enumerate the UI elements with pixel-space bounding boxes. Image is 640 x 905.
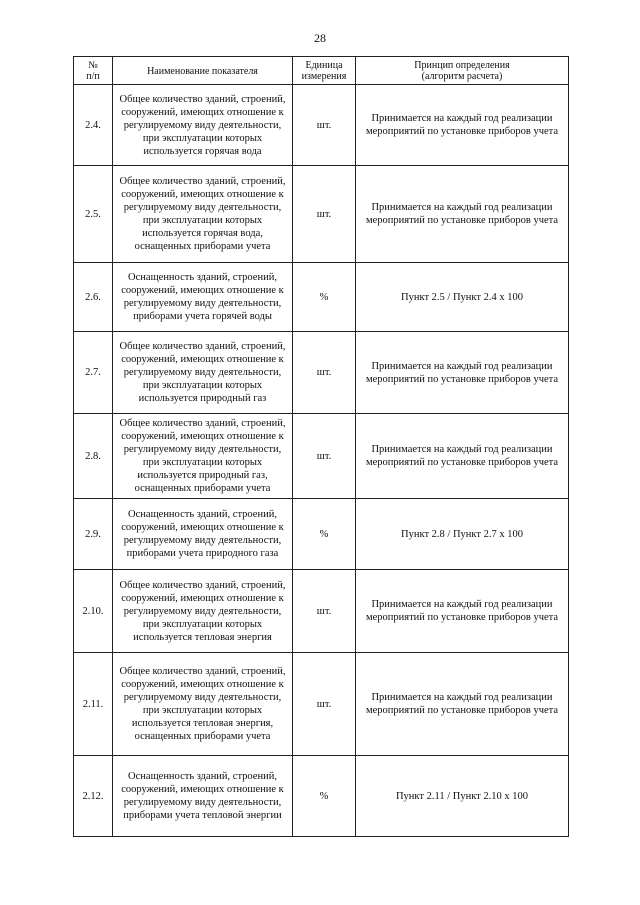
indicator-name: Оснащенность зданий, строений, сооружений, имеющих отношение к регулируемому виду деятельности, приборами учета тепловой энергии xyxy=(113,756,293,837)
method-cell: Пункт 2.11 / Пункт 2.10 х 100 xyxy=(356,756,569,837)
header-method: Принцип определения (алгоритм расчета) xyxy=(356,57,569,85)
unit-cell: % xyxy=(293,263,356,332)
method-cell: Пункт 2.5 / Пункт 2.4 х 100 xyxy=(356,263,569,332)
method-cell: Принимается на каждый год реализации мероприятий по установке приборов учета xyxy=(356,414,569,499)
table-row xyxy=(74,653,569,756)
indicator-name: Общее количество зданий, строений, сооружений, имеющих отношение к регулируемому виду деятельности, при эксплуатации которых используется тепловая энергия xyxy=(113,570,293,653)
indicator-name: Общее количество зданий, строений, сооружений, имеющих отношение к регулируемому виду деятельности, при эксплуатации которых используется природный газ, оснащенных приборами учета xyxy=(113,414,293,499)
row-number: 2.4. xyxy=(74,85,113,166)
unit-cell: шт. xyxy=(293,570,356,653)
row-number: 2.9. xyxy=(74,499,113,570)
table-row xyxy=(74,263,569,332)
indicator-name: Общее количество зданий, строений, сооружений, имеющих отношение к регулируемому виду деятельности, при эксплуатации которых используется горячая вода xyxy=(113,85,293,166)
row-number: 2.7. xyxy=(74,332,113,414)
header-unit: Единица измерения xyxy=(293,57,356,85)
method-cell: Принимается на каждый год реализации мероприятий по установке приборов учета xyxy=(356,85,569,166)
unit-cell: шт. xyxy=(293,653,356,756)
unit-cell: шт. xyxy=(293,85,356,166)
table-row xyxy=(74,756,569,837)
header-name: Наименование показателя xyxy=(113,57,293,85)
method-cell: Принимается на каждый год реализации мероприятий по установке приборов учета xyxy=(356,166,569,263)
method-cell: Принимается на каждый год реализации мероприятий по установке приборов учета xyxy=(356,653,569,756)
table-row xyxy=(74,499,569,570)
unit-cell: % xyxy=(293,756,356,837)
indicator-name: Общее количество зданий, строений, сооружений, имеющих отношение к регулируемому виду деятельности, при эксплуатации которых используется природный газ xyxy=(113,332,293,414)
table-row xyxy=(74,414,569,499)
indicator-name: Оснащенность зданий, строений, сооружений, имеющих отношение к регулируемому виду деятельности, приборами учета горячей воды xyxy=(113,263,293,332)
unit-cell: % xyxy=(293,499,356,570)
row-number: 2.6. xyxy=(74,263,113,332)
table-header-row xyxy=(74,57,569,85)
table-row xyxy=(74,332,569,414)
method-cell: Пункт 2.8 / Пункт 2.7 х 100 xyxy=(356,499,569,570)
method-cell: Принимается на каждый год реализации мероприятий по установке приборов учета xyxy=(356,332,569,414)
header-num: № п/п xyxy=(74,57,113,85)
row-number: 2.8. xyxy=(74,414,113,499)
page-number: 28 xyxy=(314,31,326,45)
table-row xyxy=(74,570,569,653)
row-number: 2.12. xyxy=(74,756,113,837)
row-number: 2.11. xyxy=(74,653,113,756)
indicator-name: Общее количество зданий, строений, сооружений, имеющих отношение к регулируемому виду деятельности, при эксплуатации которых используется тепловая энергия, оснащенных приборами учета xyxy=(113,653,293,756)
indicator-name: Оснащенность зданий, строений, сооружений, имеющих отношение к регулируемому виду деятельности, приборами учета природного газа xyxy=(113,499,293,570)
indicators-table xyxy=(73,56,569,837)
method-cell: Принимается на каждый год реализации мероприятий по установке приборов учета xyxy=(356,570,569,653)
unit-cell: шт. xyxy=(293,166,356,263)
indicator-name: Общее количество зданий, строений, сооружений, имеющих отношение к регулируемому виду деятельности, при эксплуатации которых используется горячая вода, оснащенных приборами учета xyxy=(113,166,293,263)
table-row xyxy=(74,85,569,166)
table-row xyxy=(74,166,569,263)
row-number: 2.10. xyxy=(74,570,113,653)
unit-cell: шт. xyxy=(293,414,356,499)
unit-cell: шт. xyxy=(293,332,356,414)
row-number: 2.5. xyxy=(74,166,113,263)
